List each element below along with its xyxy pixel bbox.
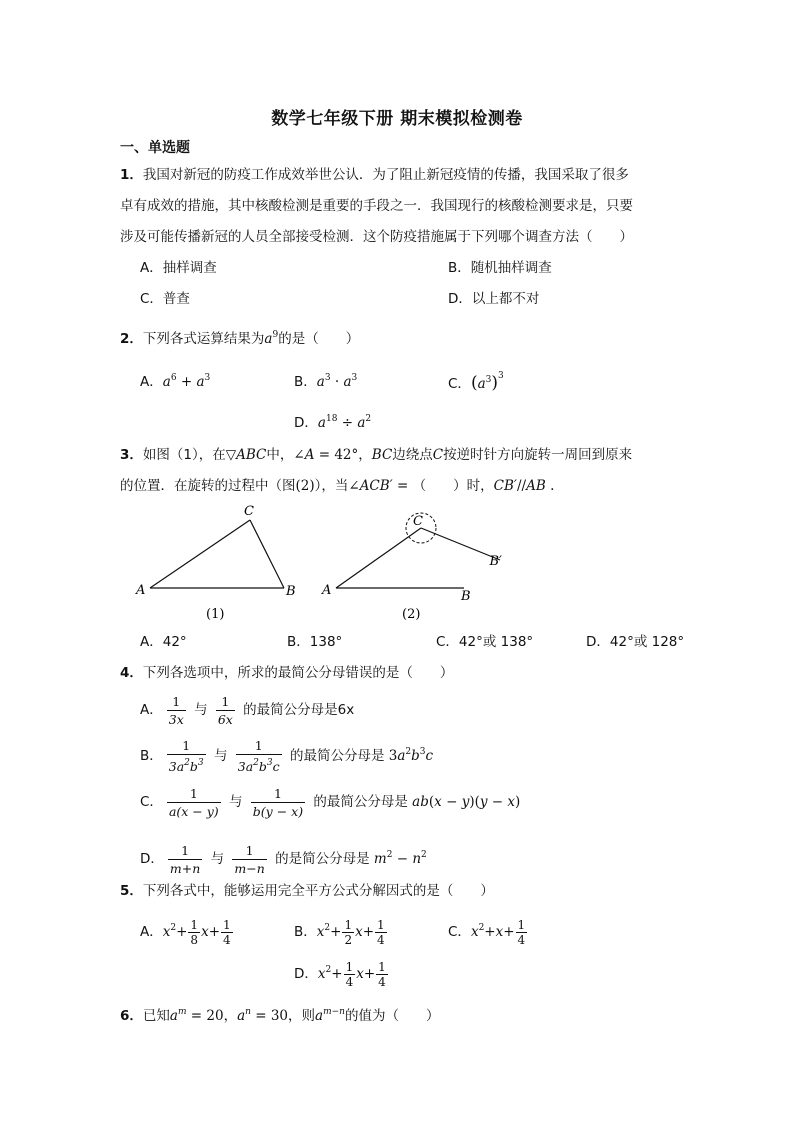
q3-option-b: B．138°	[287, 634, 343, 650]
q4-option-b: B． $\frac{1}{3a^2b^3}$ 与 $\frac{1}{3a^2b^3c}$ 的最简公分母是 $3a^2b^3c$	[140, 738, 434, 774]
q6-stem: 6．已知$a^m = 20$，$a^n = 30$，则$a^{m-n}$的值为（ ）	[120, 1007, 440, 1024]
fig1-point-a: A	[136, 583, 146, 598]
q3-option-a: A．42°	[140, 634, 187, 650]
fig2-point-a: A	[322, 583, 332, 598]
q3-figure-2	[321, 513, 502, 622]
q1-option-b: B．随机抽样调查	[448, 260, 552, 276]
q1-option-d: D．以上都不对	[448, 291, 540, 307]
q3-figure-1	[135, 504, 296, 622]
q2-option-d: D．$a^{18} \div a^2$	[294, 414, 372, 431]
fig1-point-c: C	[244, 504, 254, 519]
q5-option-c: C．$x^2+x+$ $\frac{1}{4}$	[448, 917, 526, 947]
q2-stem: 2．下列各式运算结果为$a^9$的是（ ）	[120, 330, 360, 347]
q1-option-a: A．抽样调查	[140, 260, 217, 276]
section-heading: 一、单选题	[120, 140, 190, 156]
q1-line-1: 1．我国对新冠的防疫工作成效举世公认．为了阻止新冠疫情的传播，我国采取了很多	[120, 167, 629, 183]
q4-stem: 4．下列各选项中，所求的最简公分母错误的是（ ）	[120, 665, 454, 681]
q2-option-c: C．$(a^3)^3$	[448, 371, 504, 393]
q5-stem: 5．下列各式中，能够运用完全平方公式分解因式的是（ ）	[120, 883, 494, 899]
q1-line-3: 涉及可能传播新冠的人员全部接受检测．这个防疫措施属于下列哪个调查方法（ ）	[120, 229, 633, 245]
fig2-point-b: B	[461, 589, 471, 604]
q4-option-a: A． $\frac{1}{3x}$ 与 $\frac{1}{6x}$ 的最简公分母是6x	[140, 693, 355, 727]
q3-line-1: 3．如图（1），在▽ABC中，∠A = 42°，BC边绕点C按逆时针方向旋转一周回到原来	[120, 447, 633, 463]
fig2-point-c: C	[413, 514, 423, 529]
q2-option-b: B．$a^3 \cdot a^3$	[294, 373, 358, 390]
q2-option-a: A．$a^6 + a^3$	[140, 373, 211, 390]
q5-option-a: A．$x^2+$ $\frac{1}{8}$ x+ $\frac{1}{4}$	[140, 917, 231, 947]
fig1-caption: (1)	[206, 607, 225, 622]
q4-option-d: D． $\frac{1}{m+n}$ 与 $\frac{1}{m-n}$ 的是简公分母是 $m^2 - n^2$	[140, 842, 427, 876]
q1-line-2: 卓有成效的措施，其中核酸检测是重要的手段之一．我国现行的核酸检测要求是，只要	[120, 198, 633, 214]
q4-option-c: C． $\frac{1}{a(x - y)}$ 与 $\frac{1}{b(y - x)}$ 的最简公分母是 ab(x − y)(y − x)	[140, 785, 521, 819]
q1-option-c: C．普查	[140, 291, 190, 307]
q5-option-d: D．$x^2+$ $\frac{1}{4}$ x+ $\frac{1}{4}$	[294, 959, 386, 989]
q3-option-d: D．42°或 128°	[586, 634, 685, 650]
q5-option-b: B．$x^2+$ $\frac{1}{2}$ x+ $\frac{1}{4}$	[294, 917, 385, 947]
q3-figures	[120, 500, 500, 626]
fig2-point-b-prime: B′	[489, 554, 502, 569]
q3-option-c: C．42°或 138°	[436, 634, 534, 650]
fig2-caption: (2)	[402, 607, 421, 622]
page-title: 数学七年级下册 期末模拟检测卷	[271, 109, 523, 129]
q1-number: 1．	[120, 167, 143, 183]
q3-line-2: 的位置．在旋转的过程中（图(2)），当∠ACB′ = （ ）时，CB′//AB .	[120, 478, 555, 494]
fig1-point-b: B	[286, 584, 296, 599]
